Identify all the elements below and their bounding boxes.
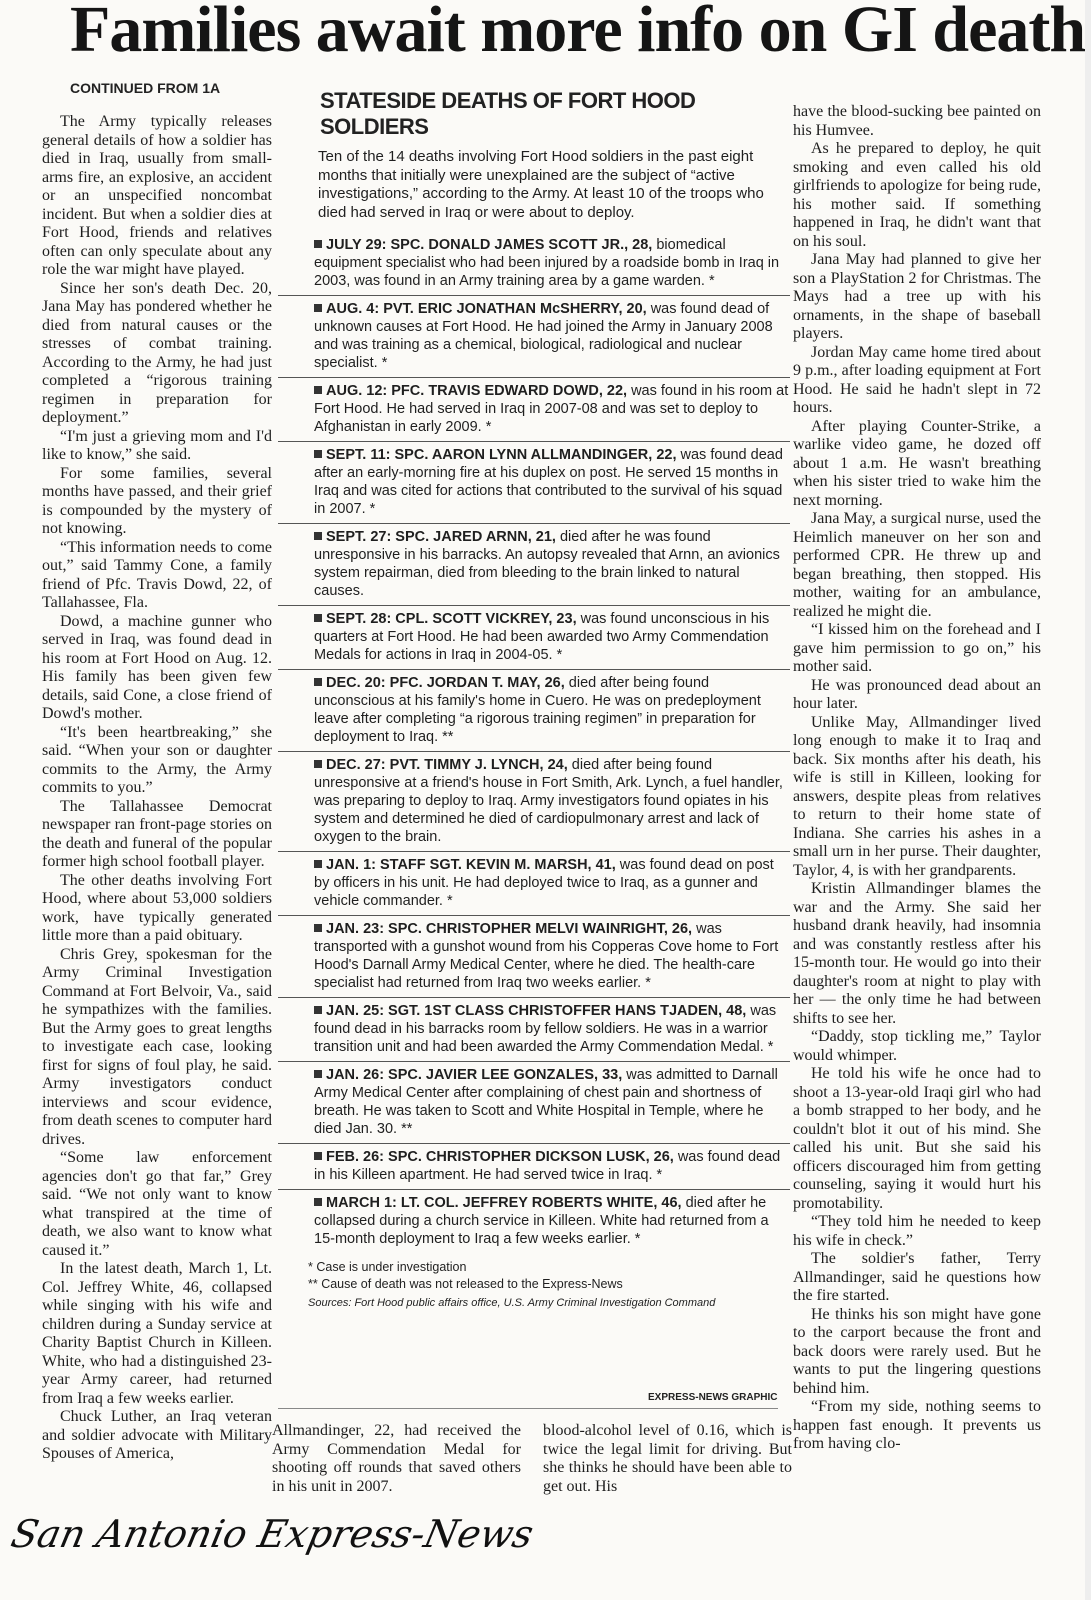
paragraph: “Some law enforcement agencies don't go that far,” Grey said. “We not only want to know what transpired at the time of death, we also want to know what caused it.” bbox=[42, 1149, 272, 1259]
death-entry: FEB. 26: SPC. CHRISTOPHER DICKSON LUSK, 26, was found dead in his Killeen apartment. He had served twice in Iraq. * bbox=[278, 1144, 790, 1190]
square-bullet-icon bbox=[314, 532, 322, 540]
square-bullet-icon bbox=[314, 450, 322, 458]
square-bullet-icon bbox=[314, 1152, 322, 1160]
paragraph: “I kissed him on the forehead and I gave him permission to go on,” his mother said. bbox=[793, 621, 1041, 675]
continued-label: CONTINUED FROM 1A bbox=[70, 80, 221, 96]
paragraph: “I'm just a grieving mom and I'd like to know,” she said. bbox=[42, 427, 272, 463]
death-entry: SEPT. 28: CPL. SCOTT VICKREY, 23, was found unconscious in his quarters at Fort Hood. He had been awarded two Army Commendation Medals for actions in Iraq in 2004-05. * bbox=[278, 606, 790, 670]
paragraph: Jana May, a surgical nurse, used the Heimlich maneuver on her son and performed CPR. He threw up and began breathing, then stopped. His mother, waiting for an ambulance, realized he might die. bbox=[793, 510, 1041, 620]
death-entry: AUG. 12: PFC. TRAVIS EDWARD DOWD, 22, was found in his room at Fort Hood. He had served in Iraq in 2007-08 and was set to deploy to Afghanistan in early 2009. * bbox=[278, 378, 790, 442]
square-bullet-icon bbox=[314, 924, 322, 932]
scan-edge bbox=[1085, 0, 1091, 1600]
paragraph: blood-alcohol level of 0.16, which is twice the legal limit for driving. But she thinks he should have been able to get out. His bbox=[543, 1422, 792, 1495]
paragraph: Kristin Allmandinger blames the war and the Army. She said her husband drank heavily, had insomnia and was constantly restless after his 15-month tour. He would go into their daughter's room at night to play with her — the only time he had between shifts to see her. bbox=[793, 880, 1041, 1027]
death-entry: JULY 29: SPC. DONALD JAMES SCOTT JR., 28, biomedical equipment specialist who had been injured by a roadside bomb in Iraq in 2003, was found in an Army training area by a game warden. * bbox=[278, 232, 790, 296]
paragraph: Allmandinger, 22, had received the Army Commendation Medal for shooting off rounds that saved others in his unit in 2007. bbox=[272, 1422, 521, 1495]
paragraph: Chuck Luther, an Iraq veteran and soldier advocate with Military Spouses of America, bbox=[42, 1408, 272, 1462]
paragraph: Since her son's death Dec. 20, Jana May has pondered whether he died from natural causes or the stresses of combat training. According to the Army, he had just completed a “rigorous training regimen in preparation for deployment.” bbox=[42, 279, 272, 426]
graphic-credit: EXPRESS-NEWS GRAPHIC bbox=[648, 1392, 778, 1403]
paragraph: He told his wife he once had to shoot a 13-year-old Iraqi girl who had a bomb strapped to her body, and he couldn't blot it out of his mind. She called his unit. But she said his officers discouraged him from getting counseling, saying it would hurt his promotability. bbox=[793, 1065, 1041, 1212]
paragraph: Jana May had planned to give her son a PlayStation 2 for Christmas. The Mays had a tree up with his ornaments, in the shape of baseball players. bbox=[793, 251, 1041, 342]
paragraph: The Army typically releases general details of how a soldier has died in Iraq, usually from small-arms fire, an explosive, an accident or an unspecified noncombat incident. But when a soldier dies at Fort Hood, friends and relatives often can only speculate about any role the war might have played. bbox=[42, 113, 272, 278]
paragraph: The other deaths involving Fort Hood, where about 53,000 soldiers work, have typically generated little more than a paid obituary. bbox=[42, 871, 272, 944]
divider bbox=[278, 1408, 778, 1409]
paragraph: After playing Counter-Strike, a warlike video game, he dozed off about 1 a.m. He wasn't breathing when his sister tried to wake him the next morning. bbox=[793, 417, 1041, 509]
paragraph: Jordan May came home tired about 9 p.m., after loading equipment at Fort Hood. He said he hadn't slept in 72 hours. bbox=[793, 343, 1041, 416]
footnote: * Case is under investigation bbox=[308, 1260, 467, 1274]
paragraph: In the latest death, March 1, Lt. Col. Jeffrey White, 46, collapsed while singing with his wife and children during a Sunday service at Charity Baptist Church in Killeen. White, who had a distinguished 23-year Army career, had returned from Iraq a few weeks earlier. bbox=[42, 1260, 272, 1407]
square-bullet-icon bbox=[314, 1006, 322, 1014]
death-entry: JAN. 1: STAFF SGT. KEVIN M. MARSH, 41, was found dead on post by officers in his unit. He had deployed twice to Iraq, as a gunner and vehicle commander. * bbox=[278, 852, 790, 916]
paragraph: The soldier's father, Terry Allmandinger, said he questions how the fire started. bbox=[793, 1250, 1041, 1304]
death-entry: JAN. 23: SPC. CHRISTOPHER MELVI WAINRIGHT, 26, was transported with a gunshot wound from his Copperas Cove home to Fort Hood's Darnall Army Medical Center, where he died. The health-care specialist had returned from Iraq two weeks earlier. * bbox=[278, 916, 790, 998]
paragraph: As he prepared to deploy, he quit smoking and even called his old girlfriends to apologize for being rude, his mother said. If something happened in Iraq, he didn't want that on his soul. bbox=[793, 140, 1041, 250]
paragraph: “Daddy, stop tickling me,” Taylor would whimper. bbox=[793, 1028, 1041, 1064]
paragraph: For some families, several months have passed, and their grief is compounded by the mystery of not knowing. bbox=[42, 464, 272, 537]
square-bullet-icon bbox=[314, 240, 322, 248]
paragraph: “From my side, nothing seems to happen fast enough. It prevents us from having clo- bbox=[793, 1398, 1041, 1452]
sidebar-title: STATESIDE DEATHS OF FORT HOOD SOLDIERS bbox=[320, 88, 696, 139]
column-right bbox=[793, 103, 1041, 1535]
square-bullet-icon bbox=[314, 614, 322, 622]
paragraph: He was pronounced dead about an hour later. bbox=[793, 676, 1041, 712]
square-bullet-icon bbox=[314, 760, 322, 768]
sources-line: Sources: Fort Hood public affairs office, U.S. Army Criminal Investigation Command bbox=[308, 1297, 716, 1309]
death-entry: DEC. 20: PFC. JORDAN T. MAY, 26, died after being found unconscious at his family's home in Cuero. He was on predeployment leave after completing “a rigorous training regimen” in preparation for deployment to Iraq. ** bbox=[278, 670, 790, 752]
square-bullet-icon bbox=[314, 1198, 322, 1206]
square-bullet-icon bbox=[314, 860, 322, 868]
death-entry: SEPT. 11: SPC. AARON LYNN ALLMANDINGER, 22, was found dead after an early-morning fire at his duplex on post. He served 15 months in Iraq and was cited for actions that contributed to the survival of his squad in 2007. * bbox=[278, 442, 790, 524]
paragraph: have the blood-sucking bee painted on his Humvee. bbox=[793, 103, 1041, 139]
headline: Families await more info on GI death bbox=[70, 0, 1086, 66]
paragraph: “It's been heartbreaking,” she said. “When your son or daughter commits to the Army, the Army commits to you.” bbox=[42, 723, 272, 796]
paragraph: He thinks his son might have gone to the carport because the front and back doors were rarely used. But he wants to put the lingering questions behind him. bbox=[793, 1305, 1041, 1397]
death-entry: DEC. 27: PVT. TIMMY J. LYNCH, 24, died after being found unresponsive at a friend's house in Fort Smith, Ark. Lynch, a fuel handler, was preparing to deploy to Iraq. Army investigators found opiates in his system and determined he died of cardiopulmonary arrest and lack of oxygen to the brain. bbox=[278, 752, 790, 852]
paragraph: “They told him he needed to keep his wife in check.” bbox=[793, 1213, 1041, 1249]
paragraph: The Tallahassee Democrat newspaper ran front-page stories on the death and funeral of the popular former high school football player. bbox=[42, 797, 272, 870]
handwritten-source-note: San Antonio Express-News bbox=[7, 1512, 538, 1556]
column-left bbox=[42, 113, 272, 1533]
footnote: ** Cause of death was not released to the Express-News bbox=[308, 1277, 623, 1291]
sidebar-intro: Ten of the 14 deaths involving Fort Hood soldiers in the past eight months that initially were unexplained are the subject of “active investigations,” according to the Army. At least 10 of the troops who died had served in Iraq or were about to deploy. bbox=[318, 148, 764, 221]
paragraph: “This information needs to come out,” said Tammy Cone, a family friend of Pfc. Travis Dowd, 22, of Tallahassee, Fla. bbox=[42, 538, 272, 611]
death-entry: AUG. 4: PVT. ERIC JONATHAN McSHERRY, 20, was found dead of unknown causes at Fort Hood. He had joined the Army in January 2008 and was training as a chemical, biological, radiological and nuclear specialist. * bbox=[278, 296, 790, 378]
square-bullet-icon bbox=[314, 678, 322, 686]
paragraph: Unlike May, Allmandinger lived long enough to make it to Iraq and back. Six months after his death, his wife is still in Killeen, looking for answers, despite pleas from relatives to return to their home state of Indiana. She carries his ashes in a small urn in her purse. Their daughter, Taylor, 4, is with her grandparents. bbox=[793, 713, 1041, 879]
square-bullet-icon bbox=[314, 304, 322, 312]
death-entry: SEPT. 27: SPC. JARED ARNN, 21, died after he was found unresponsive in his barracks. An autopsy revealed that Arnn, an avionics system repairman, died from bleeding to the brain linked to natural causes. bbox=[278, 524, 790, 606]
death-entry: JAN. 25: SGT. 1ST CLASS CHRISTOFFER HANS TJADEN, 48, was found dead in his barracks room by fellow soldiers. He was in a warrior transition unit and had been awarded the Army Commendation Medal. * bbox=[278, 998, 790, 1062]
paragraph: Chris Grey, spokesman for the Army Criminal Investigation Command at Fort Belvoir, Va., said he sympathizes with the families. But the Army goes to great lengths to investigate each case, looking first for signs of foul play, he said. Army investigators conduct interviews and scour evidence, from death scenes to computer hard drives. bbox=[42, 945, 272, 1148]
deaths-sidebar-box bbox=[278, 88, 790, 1408]
death-entry: MARCH 1: LT. COL. JEFFREY ROBERTS WHITE, 46, died after he collapsed during a church service in Killeen. White had returned from a 15-month deployment to Iraq a few weeks earlier. * bbox=[314, 1195, 769, 1247]
paragraph: Dowd, a machine gunner who served in Iraq, was found dead in his room at Fort Hood on Aug. 12. His family has been given few details, said Cone, a close friend of Dowd's mother. bbox=[42, 612, 272, 722]
death-entry: JAN. 26: SPC. JAVIER LEE GONZALES, 33, was admitted to Darnall Army Medical Center after complaining of chest pain and shortness of breath. He was taken to Scott and White Hospital in Temple, where he died Jan. 30. ** bbox=[278, 1062, 790, 1144]
square-bullet-icon bbox=[314, 386, 322, 394]
square-bullet-icon bbox=[314, 1070, 322, 1078]
